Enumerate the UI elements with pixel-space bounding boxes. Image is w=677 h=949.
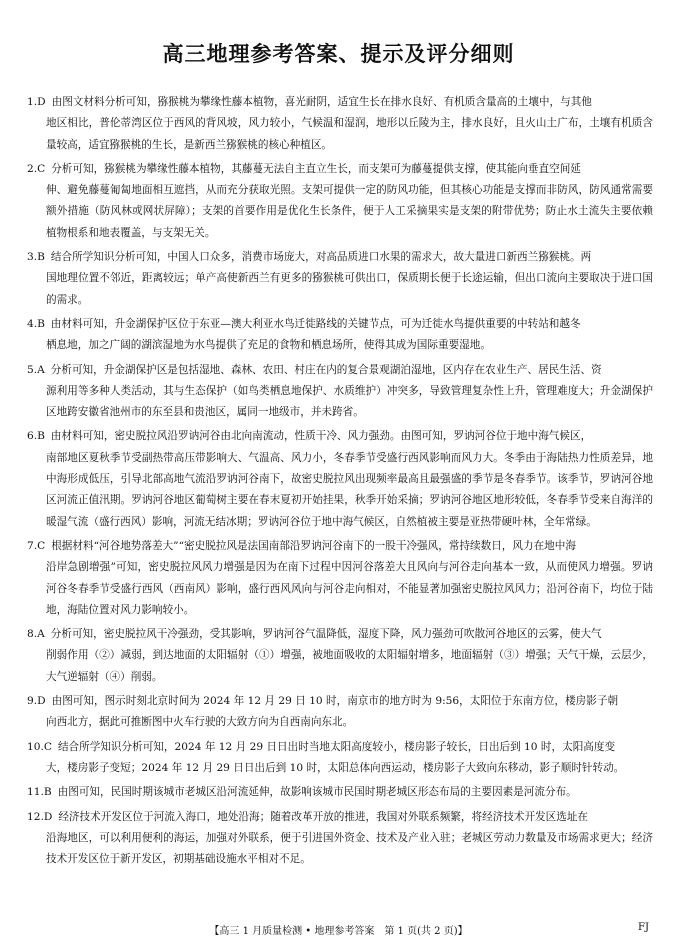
answer-number: 9.D — [27, 695, 46, 708]
answer-continuation: 源利用等多种人类活动，其与生态保护（如鸟类栖息地保护、水质维护）冲突多，导致管理复杂性上升，管理难度大；升金湖保护区地跨安徽省池州市的东至县和贵池区，属同一地级市，并未跨省。 — [46, 384, 653, 419]
answer-continuation: 削弱作用（②）减弱，到达地面的太阳辐射（①）增强，被地面吸收的太阳辐射增多，地面辐射（③）增强；天气干燥，云层少，大气逆辐射（④）削弱。 — [46, 649, 653, 683]
answer-continuation: 国地理位置不邻近，距离较远；单产高使新西兰有更多的猕猴桃可供出口，保质期长便于长途运输，但出口流向主要取决于进口国的需求。 — [46, 272, 653, 306]
answer-text: 结合所学知识分析可知，2024 年 12 月 29 日日出时当地太阳高度较小，楼房影子较长，日出后到 10 时，太阳高度变 — [57, 740, 616, 753]
answer-text: 分析可知，密史脱拉风干冷强劲，受其影响，罗讷河谷气温降低，湿度下降，风力强劲可吹散河谷地区的云雾，使大气 — [50, 628, 602, 641]
answer-number: 6.B — [27, 430, 45, 443]
answer-number: 11.B — [27, 786, 52, 799]
answer-item-3 — [27, 247, 653, 311]
answer-number: 10.C — [27, 740, 52, 753]
answer-text: 由材料可知，密史脱拉风沿罗讷河谷由北向南流动，性质干冷、风力强劲。由图可知，罗讷河谷位于地中海气候区， — [50, 430, 592, 443]
answer-item-9 — [27, 691, 653, 734]
answer-item-5 — [27, 360, 653, 424]
answer-continuation: 沿海地区，可以利用便利的海运，加强对外联系，便于引进国外资金、技术及产业入驻；老城区劳动力数量及市场需求更大；经济技术开发区位于新开发区，初期基础设施水平相对不足。 — [46, 831, 653, 866]
answer-item-7 — [27, 536, 653, 621]
answer-continuation: 地区相比，普伦蒂湾区位于西风的背风坡，风力较小，气候温和湿润，地形以丘陵为主，排水良好，且火山土广布，土壤有机质含量较高，适宜猕猴桃的生长，是新西兰猕猴桃的核心种植区。 — [46, 117, 653, 151]
answer-number: 2.C — [27, 162, 46, 175]
answer-continuation: 沿岸急剧增强”可知，密史脱拉风风力增强是因为在南下过程中因河谷落差大且风向与河谷走向基本一致，从而使风力增强。罗讷河谷冬春季节受盛行西风（西南风）影响，盛行西风风向与河谷走向相对，不能显著加强密史脱拉风风力；沿河谷南下，均位于陆地，海陆位置对风力影响较小。 — [46, 561, 653, 616]
answer-text: 由图文材料分析可知，猕猴桃为攀缘性藤本植物，喜光耐阴，适宜生长在排水良好、有机质含量高的土壤中，与其他 — [51, 96, 592, 108]
answer-text: 分析可知，猕猴桃为攀缘性藤本植物，其藤蔓无法自主直立生长，而支架可为藤蔓提供支撑，使其能向垂直空间延 — [51, 162, 581, 175]
answer-text: 由材料可知，升金湖保护区位于东亚—澳大利亚水鸟迁徙路线的关键节点，可为迁徙水鸟提供重要的中转站和越冬 — [50, 317, 581, 330]
answer-item-10 — [27, 737, 653, 780]
answer-number: 5.A — [27, 363, 45, 376]
answer-item-12 — [27, 807, 653, 871]
answer-item-2 — [27, 159, 653, 244]
answer-continuation: 向西北方，据此可推断图中火车行驶的大致方向为自西南向东北。 — [46, 716, 354, 729]
answer-number: 7.C — [27, 539, 46, 552]
answer-item-1 — [27, 92, 653, 156]
answer-number: 8.A — [27, 628, 45, 641]
answer-continuation: 伸、避免藤蔓匍匐地面相互遮挡，从而充分获取光照。支架可提供一定的防风功能，但其核心功能是支撑而非防风，防风通常需要额外措施（防风林或网状屏障）；支架的首要作用是优化生长条件，便于人工采摘果实是支架的附带优势；防止水土流失主要依赖植物根系和地表覆盖，与支架无关。 — [46, 184, 653, 239]
answer-continuation: 大，楼房影子变短；2024 年 12 月 29 日日出后到 10 时，太阳总体向西运动，楼房影子大致向东移动，影子顺时针转动。 — [46, 761, 625, 774]
answer-text: 由图可知，图示时刻北京时间为 2024 年 12 月 29 日 10 时，南京市的地方时为 9:56，太阳位于东南方位，楼房影子朝 — [51, 695, 619, 708]
answer-text: 根据材料“河谷地势落差大”“密史脱拉风是法国南部沿罗讷河谷南下的一股干冷强风，常持续数日，风力在地中海 — [51, 539, 576, 552]
answer-item-6 — [27, 426, 653, 532]
answer-continuation: 栖息地，加之广阔的湖滨湿地为水鸟提供了充足的食物和栖息场所，使得其成为国际重要湿地。 — [46, 339, 491, 352]
footer-code: FJ — [638, 922, 649, 933]
answer-number: 3.B — [27, 251, 45, 264]
answer-text: 结合所学知识分析可知，中国人口众多，消费市场庞大，对高品质进口水果的需求大，故大量进口新西兰猕猴桃。两 — [50, 251, 592, 264]
answer-number: 1.D — [27, 96, 46, 108]
answer-number: 4.B — [27, 317, 45, 330]
answer-text: 分析可知，升金湖保护区是包括湿地、森林、农田、村庄在内的复合景观湖泊湿地，区内存在农业生产、居民生活、资 — [50, 363, 602, 376]
answer-list — [27, 92, 653, 873]
answer-continuation: 南部地区夏秋季节受副热带高压带影响大、气温高、风力小，冬春季节受盛行西风影响而风力大。冬季由于海陆热力性质差异，地中海形成低压，引导北部高地气流沿罗讷河谷南下，故密史脱拉风出现频率最高且最强盛的季节是冬春季节。该季节，罗讷河谷地区河流正值汛期。罗讷河谷地区葡萄树主要在春末夏初开始挂果，秋季开始采摘；罗讷河谷地区地形较低，冬春季节受来自海洋的暖湿气流（盛行西风）影响，河流无结冰期；罗讷河谷位于地中海气候区，自然植被主要是亚热带硬叶林，全年常绿。 — [46, 451, 653, 528]
answer-text: 经济技术开发区位于河流入海口，地处沿海；随着改革开放的推进，我国对外联系频繁，将经济技术开发区选址在 — [58, 810, 589, 823]
page-footer: 【高三 1 月质量检测 • 地理参考答案 第 1 页(共 2 页)】 — [209, 926, 468, 937]
answer-item-8 — [27, 624, 653, 688]
answer-text: 由图可知，民国时期该城市老城区沿河流延伸，故影响该城市民国时期老城区形态布局的主要因素是河流分布。 — [57, 786, 577, 799]
answer-number: 12.D — [27, 810, 53, 823]
page-title: 高三地理参考答案、提示及评分细则 — [162, 42, 515, 66]
answer-item-11 — [27, 782, 653, 803]
answer-item-4 — [27, 314, 653, 357]
